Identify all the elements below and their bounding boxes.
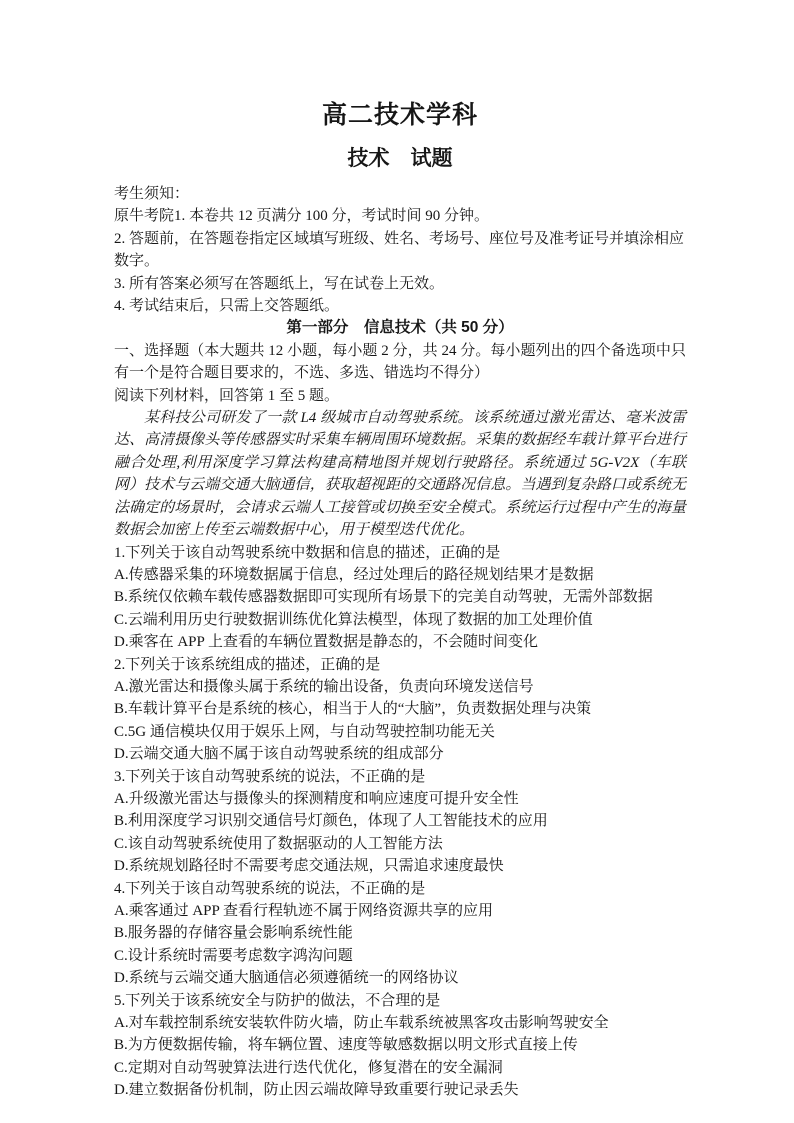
question-3-option-a: A.升级激光雷达与摄像头的探测精度和响应速度可提升安全性	[114, 790, 519, 807]
notice-item-3: 3. 所有答案必须写在答题纸上，写在试卷上无效。	[114, 275, 445, 292]
page-subtitle: 技术 试题	[347, 147, 453, 170]
question-2-option-a: A.激光雷达和摄像头属于系统的输出设备，负责向环境发送信号	[114, 678, 534, 695]
section-heading: 第一部分 信息技术（共 50 分）	[286, 319, 514, 337]
question-2-option-d: D.云端交通大脑不属于该自动驾驶系统的组成部分	[114, 746, 444, 763]
question-1-option-b: B.系统仅依赖车载传感器数据即可实现所有场景下的完美自动驾驶，无需外部数据	[114, 589, 653, 606]
question-4-option-b: B.服务器的存储容量会影响系统性能	[114, 925, 353, 942]
choice-instructions: 一、选择题（本大题共 12 小题，每小题 2 分，共 24 分。每小题列出的四个备选项中只有一个是符合题目要求的，不选、多选、错选均不得分）	[114, 342, 686, 382]
notice-item-2: 2. 答题前，在答题卷指定区域填写班级、姓名、考场号、座位号及准考证号并填涂相应数字。	[114, 230, 685, 270]
question-3-stem: 3.下列关于该自动驾驶系统的说法，不正确的是	[114, 768, 426, 785]
question-1-option-d: D.乘客在 APP 上查看的车辆位置数据是静态的，不会随时间变化	[114, 634, 539, 651]
candidate-notice	[114, 183, 686, 317]
notice-item-4: 4. 考试结束后，只需上交答题纸。	[114, 298, 340, 315]
question-3-option-b: B.利用深度学习识别交通信号灯颜色，体现了人工智能技术的应用	[114, 813, 548, 830]
material-paragraph: 某科技公司研发了一款 L4 级城市自动驾驶系统。该系统通过激光雷达、毫米波雷达、高清摄像头等传感器实时采集车辆周围环境数据。采集的数据经车载计算平台进行融合处理,利用深度学习算法构建高精地图并规划行驶路径。系统通过 5G-V2X（车联网）技术与云端交通大脑通信，获取超视距的交通路况信息。当遇到复杂路口或系统无法确定的场景时，会请求云端人工接管或切换至安全模式。系统运行过程中产生的海量数据会加密上传至云端数据中心，用于模型迭代优化。	[114, 410, 686, 539]
question-5-option-a: A.对车载控制系统安装软件防火墙，防止车载系统被黑客攻击影响驾驶安全	[114, 1015, 609, 1032]
question-1-option-c: C.云端利用历史行驶数据训练优化算法模型，体现了数据的加工处理价值	[114, 611, 593, 628]
question-5	[114, 990, 686, 1102]
question-5-option-c: C.定期对自动驾驶算法进行迭代优化，修复潜在的安全漏洞	[114, 1059, 503, 1076]
question-4-stem: 4.下列关于该自动驾驶系统的说法，不正确的是	[114, 880, 426, 897]
question-1-stem: 1.下列关于该自动驾驶系统中数据和信息的描述，正确的是	[114, 544, 501, 561]
question-2-stem: 2.下列关于该系统组成的描述，正确的是	[114, 656, 381, 673]
question-1	[114, 542, 686, 654]
question-2	[114, 654, 686, 766]
question-3	[114, 766, 686, 878]
question-5-stem: 5.下列关于该系统安全与防护的做法，不合理的是	[114, 992, 441, 1009]
question-2-option-c: C.5G 通信模块仅用于娱乐上网，与自动驾驶控制功能无关	[114, 723, 495, 740]
question-4-option-a: A.乘客通过 APP 查看行程轨迹不属于网络资源共享的应用	[114, 903, 494, 919]
material-intro: 阅读下列材料，回答第 1 至 5 题。	[114, 387, 340, 404]
question-5-option-b: B.为方便数据传输，将车辆位置、速度等敏感数据以明文形式直接上传	[114, 1037, 578, 1054]
notice-item-1: 原牛考院1. 本卷共 12 页满分 100 分，考试时间 90 分钟。	[114, 208, 490, 225]
notice-heading: 考生须知：	[114, 186, 190, 202]
question-3-option-c: C.该自动驾驶系统使用了数据驱动的人工智能方法	[114, 835, 443, 852]
question-4	[114, 878, 686, 990]
question-3-option-d: D.系统规划路径时不需要考虑交通法规，只需追求速度最快	[114, 858, 504, 875]
question-4-option-c: C.设计系统时需要考虑数字鸿沟问题	[114, 947, 353, 964]
question-4-option-d: D.系统与云端交通大脑通信必须遵循统一的网络协议	[114, 970, 459, 987]
question-2-option-b: B.车载计算平台是系统的核心，相当于人的“大脑”，负责数据处理与决策	[114, 701, 592, 718]
question-5-option-d: D.建立数据备份机制，防止因云端故障导致重要行驶记录丢失	[114, 1082, 519, 1099]
question-1-option-a: A.传感器采集的环境数据属于信息，经过处理后的路径规划结果才是数据	[114, 566, 594, 583]
page-title: 高二技术学科	[321, 101, 478, 129]
